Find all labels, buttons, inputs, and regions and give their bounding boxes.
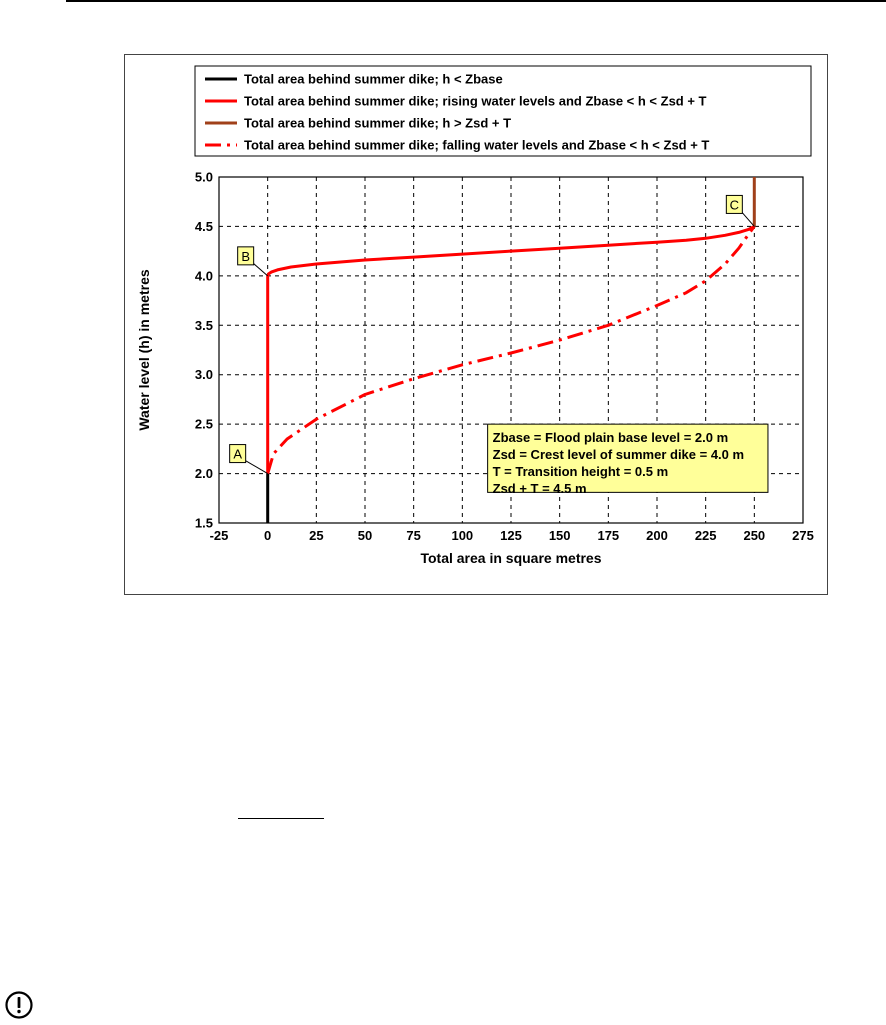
- formula-fraction-rule: [238, 818, 324, 819]
- x-tick-label: 100: [451, 528, 474, 543]
- chart-frame: [124, 54, 828, 595]
- chart-svg: [125, 55, 827, 594]
- page-top-rule: [66, 0, 886, 2]
- legend-label-0: Total area behind summer dike; h < Zbase: [244, 71, 503, 87]
- warning-icon: [4, 990, 34, 1020]
- annotation-line-0: Zbase = Flood plain base level = 2.0 m: [492, 430, 729, 446]
- point-label: A: [233, 446, 243, 462]
- point-label: B: [241, 248, 251, 264]
- y-tick-label: 1.5: [194, 515, 213, 531]
- annotation-line-2: T = Transition height = 0.5 m: [492, 464, 669, 480]
- y-tick-label: 3.0: [194, 367, 213, 383]
- annotation-line-3: Zsd + T = 4.5 m: [492, 481, 587, 497]
- x-tick-label: 75: [406, 528, 421, 543]
- y-tick-label: 2.0: [194, 466, 213, 482]
- legend-label-1: Total area behind summer dike; rising water levels and Zbase < h < Zsd + T: [244, 93, 707, 109]
- x-tick-label: 250: [743, 528, 766, 543]
- x-tick-label: 125: [500, 528, 522, 543]
- x-tick-label: 200: [646, 528, 668, 543]
- x-tick-label: -25: [209, 528, 229, 543]
- x-tick-label: 150: [548, 528, 571, 543]
- y-tick-label: 5.0: [194, 169, 213, 185]
- y-tick-label: 3.5: [194, 317, 213, 333]
- legend-label-2: Total area behind summer dike; h > Zsd + T: [244, 115, 512, 131]
- x-tick-label: 175: [597, 528, 620, 543]
- legend-label-3: Total area behind summer dike; falling water levels and Zbase < h < Zsd + T: [244, 137, 710, 153]
- x-tick-label: 25: [309, 528, 324, 543]
- x-tick-label: 50: [357, 528, 373, 543]
- y-axis-title: Water level (h) in metres: [136, 269, 152, 431]
- y-tick-label: 4.5: [194, 218, 213, 234]
- point-label: C: [729, 197, 740, 213]
- x-tick-label: 0: [264, 528, 272, 543]
- x-axis-title: Total area in square metres: [420, 550, 602, 566]
- x-tick-label: 275: [792, 528, 814, 543]
- annotation-line-1: Zsd = Crest level of summer dike = 4.0 m: [492, 447, 745, 463]
- x-tick-label: 225: [694, 528, 717, 543]
- y-tick-label: 2.5: [194, 416, 213, 432]
- y-tick-label: 4.0: [194, 268, 213, 284]
